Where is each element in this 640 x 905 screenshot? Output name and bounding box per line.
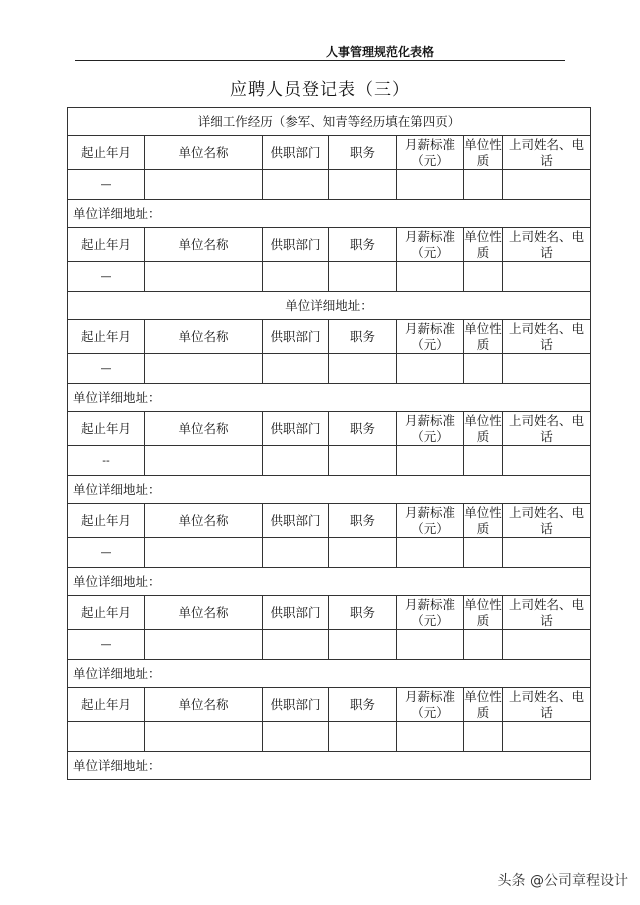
work-entry-row (68, 446, 591, 476)
col-period-cell[interactable] (68, 446, 145, 476)
address-row (68, 200, 591, 228)
col-company-header: 单位名称 (145, 228, 263, 262)
col-position-cell[interactable] (329, 446, 397, 476)
address-label: 单位详细地址： (73, 205, 161, 221)
column-header-row (68, 596, 591, 630)
address-row (68, 292, 591, 320)
column-header-row (68, 504, 591, 538)
col-period-cell[interactable] (68, 354, 145, 384)
col-supervisor-cell[interactable] (503, 446, 591, 476)
col-salary-cell[interactable] (397, 722, 464, 752)
address-label: 单位详细地址： (73, 573, 161, 589)
col-company-type-header: 单位性质 (464, 596, 502, 628)
col-period-cell[interactable] (68, 722, 145, 752)
col-salary-cell[interactable] (397, 170, 464, 200)
col-salary-cell[interactable] (397, 446, 464, 476)
col-company-cell[interactable] (145, 354, 263, 384)
address-label: 单位详细地址： (73, 757, 161, 773)
work-history-form (67, 107, 591, 780)
work-entry-row (68, 354, 591, 384)
address-label: 单位详细地址： (285, 297, 373, 313)
col-company-cell[interactable] (145, 446, 263, 476)
header-rule (75, 60, 565, 61)
col-period-header: 起止年月 (68, 412, 145, 446)
column-header-row (68, 136, 591, 170)
company-address-field[interactable] (68, 660, 591, 688)
address-row (68, 752, 591, 780)
col-department-cell[interactable] (263, 630, 329, 660)
col-company-type-cell[interactable] (464, 262, 503, 292)
address-label: 单位详细地址： (73, 665, 161, 681)
work-entry-row (68, 170, 591, 200)
col-company-cell[interactable] (145, 538, 263, 568)
col-supervisor-cell[interactable] (503, 722, 591, 752)
col-supervisor-header: 上司姓名、电话 (503, 228, 591, 262)
col-position-header: 职务 (329, 688, 397, 722)
col-company-header: 单位名称 (145, 596, 263, 630)
page-header-text: 人事管理规范化表格 (325, 45, 434, 59)
col-salary-header: 月薪标准（元） (397, 596, 464, 630)
col-position-header: 职务 (329, 596, 397, 630)
col-supervisor-header: 上司姓名、电话 (503, 136, 591, 170)
col-department-cell[interactable] (263, 354, 329, 384)
col-period-header: 起止年月 (68, 596, 145, 630)
company-address-field[interactable] (68, 384, 591, 412)
col-position-cell[interactable] (329, 630, 397, 660)
address-row (68, 660, 591, 688)
col-position-header: 职务 (329, 320, 397, 354)
col-company-cell[interactable] (145, 262, 263, 292)
col-company-header: 单位名称 (145, 320, 263, 354)
form-body (68, 108, 591, 780)
address-label: 单位详细地址： (73, 389, 161, 405)
col-salary-cell[interactable] (397, 538, 464, 568)
work-entry-row (68, 538, 591, 568)
work-entry-row (68, 630, 591, 660)
col-company-type-cell[interactable] (464, 630, 503, 660)
col-department-header: 供职部门 (263, 136, 329, 170)
col-period-header: 起止年月 (68, 688, 145, 722)
company-address-field[interactable] (68, 292, 591, 320)
col-salary-cell[interactable] (397, 354, 464, 384)
col-position-cell[interactable] (329, 722, 397, 752)
col-salary-header: 月薪标准（元） (397, 228, 464, 262)
company-address-field[interactable] (68, 568, 591, 596)
col-period-cell[interactable] (68, 262, 145, 292)
col-company-cell[interactable] (145, 170, 263, 200)
col-supervisor-header: 上司姓名、电话 (503, 688, 591, 722)
col-position-cell[interactable] (329, 170, 397, 200)
col-company-type-header: 单位性质 (464, 504, 502, 536)
col-department-header: 供职部门 (263, 228, 329, 262)
col-company-type-cell[interactable] (464, 722, 503, 752)
col-department-cell[interactable] (263, 262, 329, 292)
work-entry-row (68, 262, 591, 292)
col-period-cell[interactable] (68, 538, 145, 568)
col-supervisor-header: 上司姓名、电话 (503, 320, 591, 354)
company-address-field[interactable] (68, 476, 591, 504)
col-company-type-cell[interactable] (464, 538, 503, 568)
col-company-type-cell[interactable] (464, 446, 503, 476)
col-supervisor-header: 上司姓名、电话 (503, 596, 591, 630)
col-supervisor-cell[interactable] (503, 354, 591, 384)
period-separator: — (100, 178, 112, 191)
col-supervisor-cell[interactable] (503, 538, 591, 568)
col-company-header: 单位名称 (145, 688, 263, 722)
address-row (68, 568, 591, 596)
col-period-header: 起止年月 (68, 320, 145, 354)
col-supervisor-cell[interactable] (503, 630, 591, 660)
period-separator: -- (102, 454, 110, 467)
column-header-row (68, 412, 591, 446)
company-address-field[interactable] (68, 200, 591, 228)
col-supervisor-header: 上司姓名、电话 (503, 504, 591, 538)
col-department-header: 供职部门 (263, 596, 329, 630)
col-company-cell[interactable] (145, 722, 263, 752)
col-period-header: 起止年月 (68, 136, 145, 170)
col-salary-cell[interactable] (397, 630, 464, 660)
col-position-header: 职务 (329, 136, 397, 170)
period-separator: — (100, 270, 112, 283)
col-position-header: 职务 (329, 504, 397, 538)
col-salary-header: 月薪标准（元） (397, 412, 464, 446)
col-period-header: 起止年月 (68, 228, 145, 262)
period-separator: — (100, 362, 112, 375)
col-company-type-header: 单位性质 (464, 412, 502, 444)
col-company-cell[interactable] (145, 630, 263, 660)
address-label: 单位详细地址： (73, 481, 161, 497)
company-address-field[interactable] (68, 752, 591, 780)
work-entry-row (68, 722, 591, 752)
col-department-header: 供职部门 (263, 504, 329, 538)
col-period-header: 起止年月 (68, 504, 145, 538)
col-department-header: 供职部门 (263, 412, 329, 446)
address-row (68, 476, 591, 504)
address-row (68, 384, 591, 412)
col-salary-cell[interactable] (397, 262, 464, 292)
col-salary-header: 月薪标准（元） (397, 688, 464, 722)
watermark: 头条 @公司章程设计 (497, 873, 628, 889)
col-company-type-cell[interactable] (464, 354, 503, 384)
col-company-type-cell[interactable] (464, 170, 503, 200)
col-position-cell[interactable] (329, 262, 397, 292)
col-position-header: 职务 (329, 228, 397, 262)
col-company-type-header: 单位性质 (464, 136, 502, 168)
col-salary-header: 月薪标准（元） (397, 136, 464, 170)
col-position-cell[interactable] (329, 538, 397, 568)
col-company-header: 单位名称 (145, 504, 263, 538)
col-period-cell[interactable] (68, 170, 145, 200)
col-salary-header: 月薪标准（元） (397, 320, 464, 354)
col-department-cell[interactable] (263, 722, 329, 752)
col-department-cell[interactable] (263, 538, 329, 568)
col-department-cell[interactable] (263, 446, 329, 476)
period-separator: — (100, 638, 112, 651)
period-separator: — (100, 546, 112, 559)
col-supervisor-cell[interactable] (503, 170, 591, 200)
column-header-row (68, 228, 591, 262)
column-header-row (68, 320, 591, 354)
col-department-cell[interactable] (263, 170, 329, 200)
col-position-header: 职务 (329, 412, 397, 446)
col-company-type-header: 单位性质 (464, 688, 502, 720)
col-company-header: 单位名称 (145, 136, 263, 170)
section-title: 详细工作经历（参军、知青等经历填在第四页） (68, 108, 591, 136)
col-salary-header: 月薪标准（元） (397, 504, 464, 538)
col-position-cell[interactable] (329, 354, 397, 384)
col-department-header: 供职部门 (263, 688, 329, 722)
col-company-type-header: 单位性质 (464, 320, 502, 352)
col-supervisor-header: 上司姓名、电话 (503, 412, 591, 446)
col-company-type-header: 单位性质 (464, 228, 502, 260)
document-title: 应聘人员登记表（三） (230, 80, 410, 100)
col-period-cell[interactable] (68, 630, 145, 660)
col-company-header: 单位名称 (145, 412, 263, 446)
col-supervisor-cell[interactable] (503, 262, 591, 292)
column-header-row (68, 688, 591, 722)
section-title-row (68, 108, 591, 136)
col-department-header: 供职部门 (263, 320, 329, 354)
